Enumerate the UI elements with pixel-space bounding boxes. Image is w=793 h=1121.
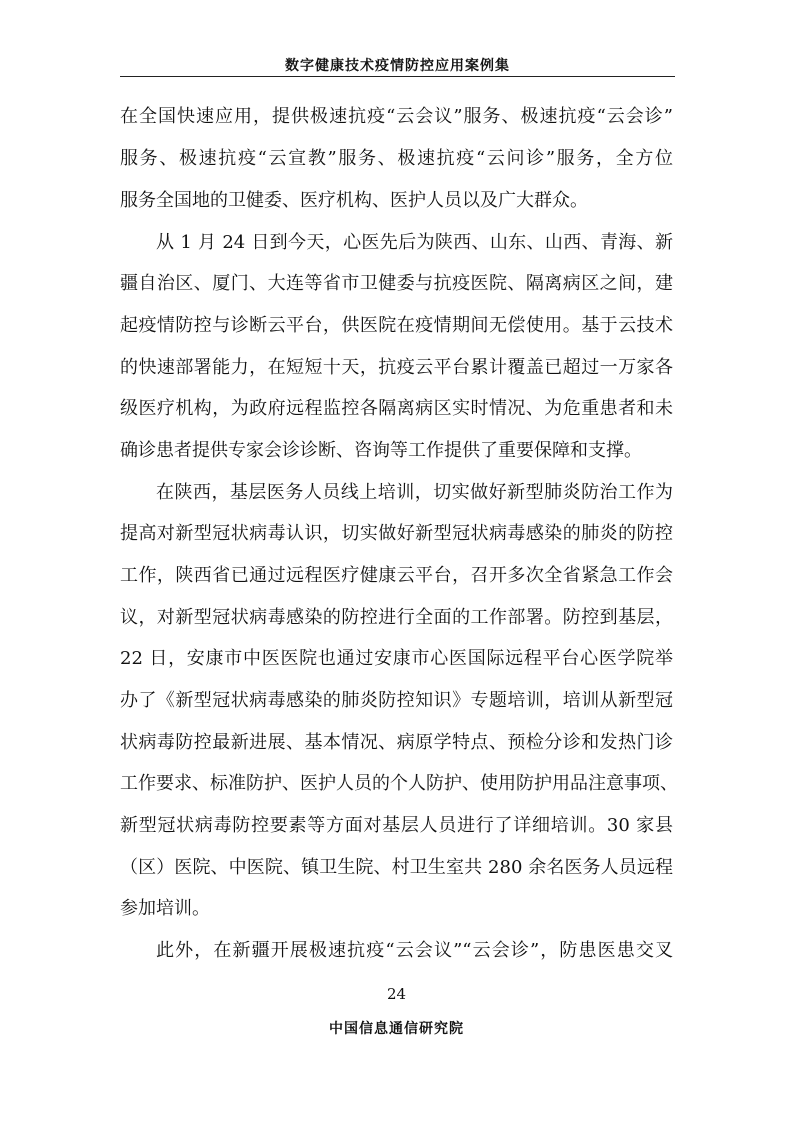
body-line: 起疫情防控与诊断云平台，供医院在疫情期间无偿使用。基于云技术 [120,315,673,336]
body-line: 工作要求、标准防护、医护人员的个人防护、使用防护用品注意事项、 [120,773,678,794]
running-header: 数字健康技术疫情防控应用案例集 [285,58,510,74]
body-line: 提高对新型冠状病毒认识，切实做好新型冠状病毒感染的肺炎的防控 [120,523,673,544]
body-line: 服务、极速抗疫“云宣教”服务、极速抗疫“云问诊”服务，全方位 [120,148,673,169]
body-line: （区）医院、中医院、镇卫生院、村卫生室共 280 余名医务人员远程 [120,857,673,878]
body-line: 在陕西，基层医务人员线上培训，切实做好新型肺炎防治工作为 [156,482,673,503]
body-line: 参加培训。 [120,898,210,919]
body-line: 状病毒防控最新进展、基本情况、病原学特点、预检分诊和发热门诊 [120,732,673,753]
body-line: 22 日，安康市中医医院也通过安康市心医国际远程平台心医学院举 [120,648,673,669]
body-line: 议，对新型冠状病毒感染的防控进行全面的工作部署。防控到基层， [120,607,673,628]
body-line: 疆自治区、厦门、大连等省市卫健委与抗疫医院、隔离病区之间，建 [120,273,673,294]
body-line: 在全国快速应用，提供极速抗疫“云会议”服务、极速抗疫“云会诊” [120,106,673,127]
body-line: 级医疗机构，为政府远程监控各隔离病区实时情况、为危重患者和未 [120,398,673,419]
header-rule [120,76,675,77]
body-line: 办了《新型冠状病毒感染的肺炎防控知识》专题培训，培训从新型冠 [120,690,673,711]
body-line: 服务全国地的卫健委、医疗机构、医护人员以及广大群众。 [120,190,588,211]
body-line: 的快速部署能力，在短短十天，抗疫云平台累计覆盖已超过一万家各 [120,357,673,378]
body-line: 确诊患者提供专家会诊诊断、咨询等工作提供了重要保障和支撑。 [120,440,642,461]
page-number: 24 [386,985,407,1003]
body-line: 此外，在新疆开展极速抗疫“云会议”“云会诊”，防患医患交叉 [156,940,673,961]
body-line: 工作，陕西省已通过远程医疗健康云平台，召开多次全省紧急工作会 [120,565,673,586]
footer-organization: 中国信息通信研究院 [329,1021,464,1037]
body-line: 新型冠状病毒防控要素等方面对基层人员进行了详细培训。30 家县 [120,815,673,836]
body-line: 从 1 月 24 日到今天，心医先后为陕西、山东、山西、青海、新 [156,232,673,253]
